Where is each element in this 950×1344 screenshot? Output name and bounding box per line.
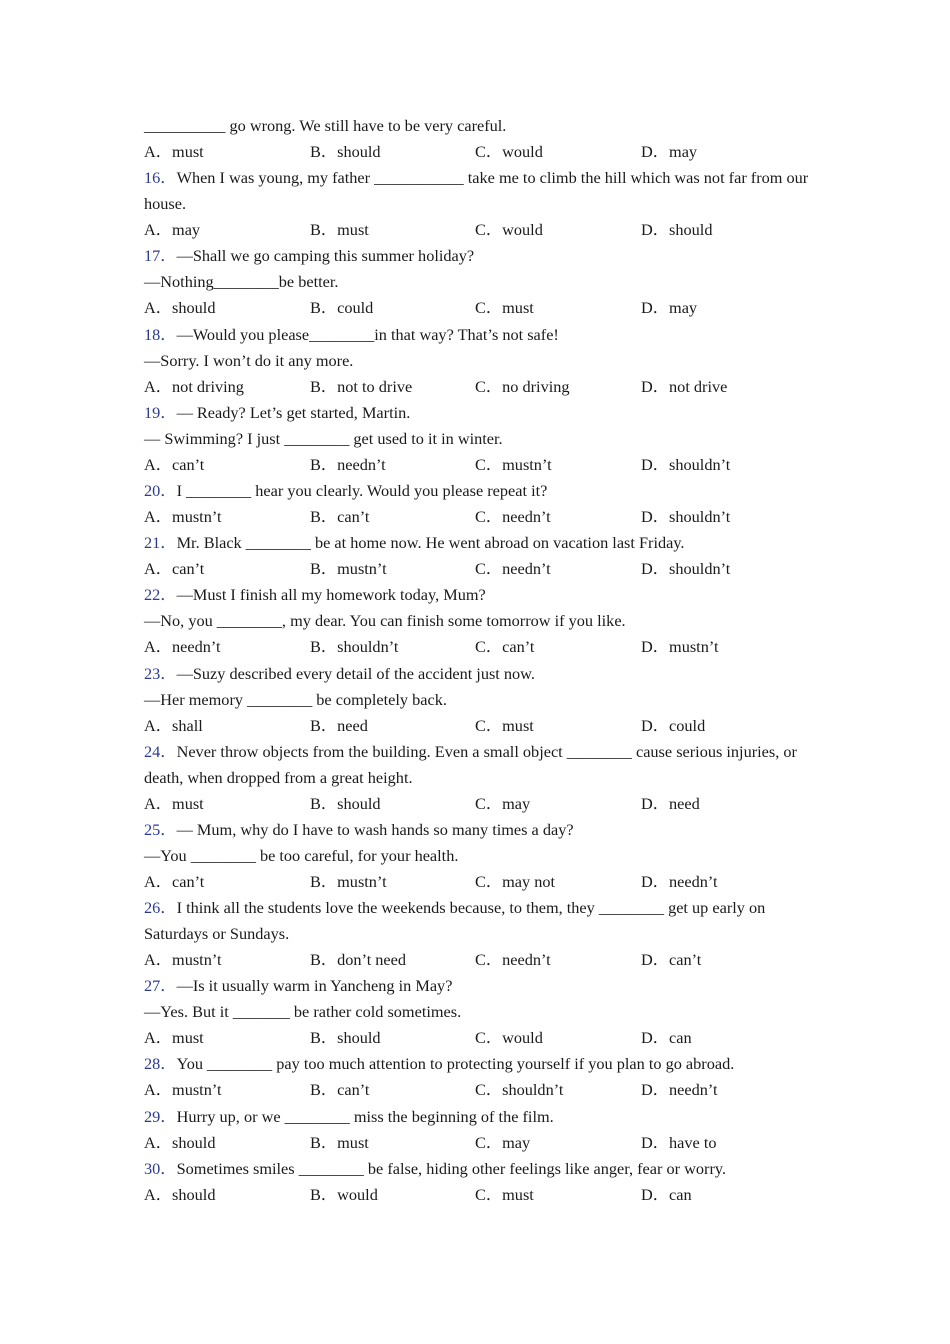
option-a: A．mustn’t [144, 950, 222, 970]
question-item [144, 1104, 809, 1156]
option-b: B．mustn’t [310, 871, 387, 891]
question-text: —You ________ be too careful, for your health. [144, 845, 459, 865]
question-text: —Would you please________in that way? That’s not safe! [176, 324, 559, 344]
answer-options [144, 295, 809, 321]
option-b: B．don’t need [310, 950, 407, 970]
question-item [144, 400, 809, 478]
question-item [144, 1156, 809, 1208]
option-c: C．would [475, 1028, 543, 1048]
option-a: A．can’t [144, 559, 205, 579]
question-item [144, 661, 809, 739]
option-a: A．must [144, 1028, 204, 1048]
question-text: —Nothing________be better. [144, 272, 339, 292]
question-number: 27． [144, 976, 177, 996]
question-item [144, 530, 809, 582]
question-stem [144, 400, 809, 426]
option-b: B．must [310, 220, 369, 240]
option-b: B．should [310, 1028, 381, 1048]
option-a: A．should [144, 1132, 216, 1152]
question-text: —Yes. But it _______ be rather cold sometimes. [144, 1002, 462, 1022]
question-stem [144, 973, 809, 999]
option-c: C．needn’t [475, 950, 551, 970]
question-stem [144, 1051, 809, 1077]
question-number: 17． [144, 246, 177, 266]
question-number: 30． [144, 1158, 177, 1178]
answer-options [144, 791, 809, 817]
option-b: B．should [310, 142, 381, 161]
question-text: —Suzy described every detail of the accident just now. [176, 663, 535, 683]
option-b: B．could [310, 298, 374, 318]
lead-options [144, 139, 809, 165]
option-a: A．shall [144, 715, 203, 735]
question-number: 28． [144, 1054, 177, 1074]
question-item [144, 817, 809, 895]
question-stem [144, 530, 809, 556]
answer-options [144, 1025, 809, 1051]
question-number: 19． [144, 402, 177, 422]
question-number: 29． [144, 1106, 177, 1126]
question-text: Never throw objects from the building. Even a small object ________ cause serious injuries, or death, when dropped from a great height. [144, 741, 797, 787]
option-c: C．must [475, 298, 534, 318]
option-a: A．not driving [144, 376, 244, 396]
question-dialogue-line [144, 999, 809, 1025]
question-item [144, 895, 809, 973]
option-a: A．can’t [144, 871, 205, 891]
answer-options [144, 869, 809, 895]
option-b: B．can’t [310, 1080, 370, 1100]
option-d: D．mustn’t [641, 637, 719, 657]
option-d: D．needn’t [641, 871, 718, 891]
answer-options [144, 1130, 809, 1156]
question-text: —Sorry. I won’t do it any more. [144, 350, 354, 370]
question-stem [144, 661, 809, 687]
question-stem [144, 817, 809, 843]
option-c: C．can’t [475, 637, 535, 657]
option-d: D．could [641, 715, 706, 735]
answer-options [144, 556, 809, 582]
option-c: C．needn’t [475, 559, 551, 579]
option-c: C．would [475, 142, 543, 161]
lead-question-line: __________ go wrong. We still have to be very careful. [144, 116, 507, 135]
question-text: —Shall we go camping this summer holiday? [176, 246, 475, 266]
answer-options [144, 634, 809, 660]
option-c: C．shouldn’t [475, 1080, 564, 1100]
question-dialogue-line [144, 843, 809, 869]
option-b: B．not to drive [310, 376, 413, 396]
question-dialogue-line [144, 348, 809, 374]
option-c: C．may [475, 793, 531, 813]
answer-options [144, 1077, 809, 1103]
question-number: 24． [144, 741, 177, 761]
question-text: — Swimming? I just ________ get used to it in winter. [144, 428, 503, 448]
option-b: B．must [310, 1132, 369, 1152]
option-a: A．must [144, 142, 204, 161]
option-d: D．have to [641, 1132, 717, 1152]
option-b: B．should [310, 793, 381, 813]
option-a: A．needn’t [144, 637, 221, 657]
question-text: I ________ hear you clearly. Would you please repeat it? [176, 480, 548, 500]
question-dialogue-line [144, 608, 809, 634]
question-text: —Her memory ________ be completely back. [144, 689, 447, 709]
question-stem [144, 1104, 809, 1130]
question-dialogue-line [144, 426, 809, 452]
option-c: C．needn’t [475, 506, 551, 526]
question-text: —No, you ________, my dear. You can finish some tomorrow if you like. [144, 611, 626, 631]
option-d: D．can [641, 1028, 692, 1048]
question-text: — Mum, why do I have to wash hands so many times a day? [176, 819, 574, 839]
question-item [144, 973, 809, 1051]
option-b: B．mustn’t [310, 559, 387, 579]
option-a: A．should [144, 298, 216, 318]
question-number: 18． [144, 324, 177, 344]
option-a: A．should [144, 1184, 216, 1204]
question-item [144, 478, 809, 530]
answer-options [144, 217, 809, 243]
answer-options [144, 374, 809, 400]
option-b: B．need [310, 715, 368, 735]
option-d: D．shouldn’t [641, 506, 731, 526]
question-stem [144, 243, 809, 269]
option-c: C．mustn’t [475, 454, 552, 474]
option-d: D．should [641, 220, 713, 240]
answer-options [144, 947, 809, 973]
question-item [144, 1051, 809, 1103]
question-number: 21． [144, 533, 177, 553]
question-stem [144, 322, 809, 348]
option-a: A．mustn’t [144, 506, 222, 526]
answer-options [144, 1182, 809, 1208]
question-item [144, 165, 809, 243]
option-d: D．may [641, 142, 698, 161]
answer-options [144, 713, 809, 739]
answer-options [144, 504, 809, 530]
option-d: D．can’t [641, 950, 702, 970]
option-a: A．may [144, 220, 201, 240]
question-list [144, 165, 809, 1208]
question-number: 25． [144, 819, 177, 839]
option-d: D．need [641, 793, 700, 813]
option-d: D．needn’t [641, 1080, 718, 1100]
question-text: —Is it usually warm in Yancheng in May? [176, 976, 453, 996]
option-c: C．must [475, 715, 534, 735]
option-c: C．may not [475, 871, 556, 891]
question-dialogue-line [144, 269, 809, 295]
question-stem [144, 739, 809, 791]
question-item [144, 739, 809, 817]
question-stem [144, 165, 809, 217]
option-a: A．mustn’t [144, 1080, 222, 1100]
option-d: D．shouldn’t [641, 454, 731, 474]
question-number: 23． [144, 663, 177, 683]
question-item [144, 243, 809, 321]
question-text: — Ready? Let’s get started, Martin. [176, 402, 411, 422]
option-a: A．can’t [144, 454, 205, 474]
option-d: D．not drive [641, 376, 728, 396]
option-d: D．shouldn’t [641, 559, 731, 579]
question-number: 22． [144, 585, 177, 605]
question-stem [144, 478, 809, 504]
document-page [144, 113, 809, 1208]
option-b: B．needn’t [310, 454, 386, 474]
question-text: You ________ pay too much attention to protecting yourself if you plan to go abroad. [176, 1054, 735, 1074]
option-b: B．would [310, 1184, 378, 1204]
option-a: A．must [144, 793, 204, 813]
option-c: C．no driving [475, 376, 570, 396]
question-text: I think all the students love the weekends because, to them, they ________ get up early on Saturdays or Sundays. [144, 898, 766, 944]
question-text: Sometimes smiles ________ be false, hiding other feelings like anger, fear or worry. [176, 1158, 727, 1178]
option-c: C．would [475, 220, 543, 240]
question-text: When I was young, my father ___________ take me to climb the hill which was not far from our house. [144, 168, 809, 214]
option-c: C．must [475, 1184, 534, 1204]
question-stem [144, 895, 809, 947]
option-d: D．can [641, 1184, 692, 1204]
question-text: —Must I finish all my homework today, Mum? [176, 585, 486, 605]
question-text: Mr. Black ________ be at home now. He went abroad on vacation last Friday. [176, 533, 685, 553]
question-stem [144, 1156, 809, 1182]
question-dialogue-line [144, 687, 809, 713]
question-text: Hurry up, or we ________ miss the beginning of the film. [176, 1106, 554, 1126]
option-b: B．can’t [310, 506, 370, 526]
question-item [144, 322, 809, 400]
answer-options [144, 452, 809, 478]
option-b: B．shouldn’t [310, 637, 399, 657]
question-number: 20． [144, 480, 177, 500]
option-c: C．may [475, 1132, 531, 1152]
question-number: 16． [144, 168, 177, 188]
question-item [144, 582, 809, 660]
option-d: D．may [641, 298, 698, 318]
question-number: 26． [144, 898, 177, 918]
question-stem [144, 582, 809, 608]
